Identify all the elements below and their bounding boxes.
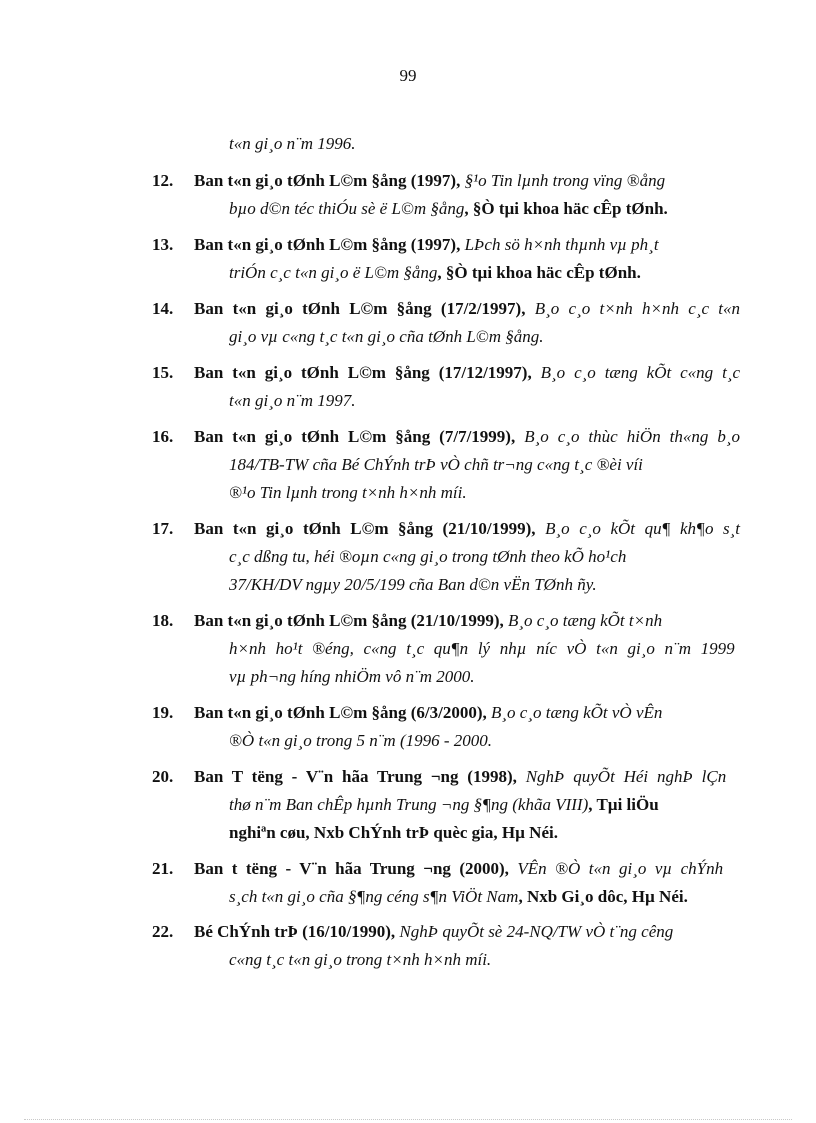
reference-title-text: c¸c dßng tu, héi ®oµn c«ng gi¸o trong tØnh theo kÕ ho¹ch xyxy=(229,547,627,566)
reference-title-text: vµ ph¬ng híng nhiÖm vô n¨m 2000. xyxy=(229,667,475,686)
reference-first-line xyxy=(194,519,740,539)
reference-author-text: Ban t«n gi¸o tØnh L©m §ång (17/2/1997), xyxy=(194,299,535,318)
reference-title-text: NghÞ quyÕt sè 24-NQ/TW vÒ t¨ng cêng xyxy=(399,922,674,941)
reference-title-text: s¸ch t«n gi¸o cña §¶ng céng s¶n ViÖt Nam xyxy=(229,887,519,906)
reference-continuation-line xyxy=(229,199,668,219)
reference-title-text: bµo d©n téc thiÓu sè ë L©m §ång xyxy=(229,199,465,218)
reference-first-line xyxy=(194,611,662,631)
reference-number: 14. xyxy=(152,299,174,318)
reference-continuation-line xyxy=(229,887,688,907)
reference-title-text: triÓn c¸c t«n gi¸o ë L©m §ång xyxy=(229,263,438,282)
reference-continuation-line xyxy=(229,327,544,347)
reference-title-text: c«ng t¸c t«n gi¸o trong t×nh h×nh míi. xyxy=(229,950,492,969)
reference-continuation-line xyxy=(229,950,491,970)
reference-number: 20. xyxy=(152,767,174,786)
reference-continuation-line xyxy=(229,134,356,154)
reference-continuation-line xyxy=(229,547,626,567)
reference-title-text: B¸o c¸o kÕt qu¶ kh¶o s¸t xyxy=(545,519,740,538)
reference-author-text: Ban t«n gi¸o tØnh L©m §ång (6/3/2000), xyxy=(194,703,492,722)
page-number: 99 xyxy=(399,66,417,85)
reference-title-text: NghÞ quyÕt Héi nghÞ lÇn xyxy=(525,767,727,786)
reference-title-text: §¹o Tin lµnh trong vïng ®ång xyxy=(464,171,666,190)
reference-author-text: , Tµi liÖu xyxy=(588,795,659,814)
reference-title-text: LÞch sö h×nh thµnh vµ ph¸t xyxy=(464,235,659,254)
reference-first-line xyxy=(194,363,740,383)
reference-continuation-line xyxy=(229,823,558,843)
reference-title-text: ®¹o Tin lµnh trong t×nh h×nh míi. xyxy=(229,483,467,502)
reference-title-text: gi¸o vµ c«ng t¸c t«n gi¸o cña tØnh L©m §ång. xyxy=(229,327,544,346)
reference-author-text: Ban t«n gi¸o tØnh L©m §ång (1997), xyxy=(194,171,465,190)
reference-title-text: h×nh ho¹t ®éng, c«ng t¸c qu¶n lý nhµ níc vÒ t«n gi¸o n¨m 1999 xyxy=(229,639,735,658)
reference-author-text: Ban t«n gi¸o tØnh L©m §ång (7/7/1999), xyxy=(194,427,525,446)
reference-continuation-line xyxy=(229,639,735,659)
reference-author-text: Bé ChÝnh trÞ (16/10/1990), xyxy=(194,922,400,941)
reference-title-text: B¸o c¸o tæng kÕt vÒ vÊn xyxy=(491,703,663,722)
reference-continuation-line xyxy=(229,731,492,751)
reference-title-text: t«n gi¸o n¨m 1996. xyxy=(229,134,356,153)
reference-author-text: Ban T tëng - V¨n hãa Trung ¬ng (1998), xyxy=(194,767,526,786)
reference-continuation-line xyxy=(229,455,643,475)
reference-author-text: nghiªn cøu, Nxb ChÝnh trÞ quèc gia, Hµ Néi. xyxy=(229,823,558,842)
reference-author-text: , §Ò tµi khoa häc cÊp tØnh. xyxy=(437,263,641,282)
reference-author-text: Ban t«n gi¸o tØnh L©m §ång (1997), xyxy=(194,235,465,254)
reference-number: 16. xyxy=(152,427,174,446)
reference-author-text: Ban t«n gi¸o tØnh L©m §ång (21/10/1999), xyxy=(194,611,509,630)
reference-first-line xyxy=(194,922,673,942)
reference-author-text: , Nxb Gi¸o dôc, Hµ Néi. xyxy=(518,887,688,906)
reference-continuation-line xyxy=(229,391,356,411)
reference-first-line xyxy=(194,171,665,191)
reference-title-text: thø n¨m Ban chÊp hµnh Trung ¬ng §¶ng (khãa VIII) xyxy=(229,795,589,814)
reference-title-text: B¸o c¸o t×nh h×nh c¸c t«n xyxy=(534,299,741,318)
reference-title-text: ®Ò t«n gi¸o trong 5 n¨m (1996 - 2000. xyxy=(229,731,493,750)
reference-number: 22. xyxy=(152,922,174,941)
reference-number: 19. xyxy=(152,703,174,722)
reference-continuation-line xyxy=(229,575,597,595)
reference-first-line xyxy=(194,703,662,723)
reference-continuation-line xyxy=(229,795,659,815)
reference-number: 13. xyxy=(152,235,174,254)
reference-author-text: Ban t«n gi¸o tØnh L©m §ång (21/10/1999), xyxy=(194,519,546,538)
reference-title-text: 37/KH/DV ngµy 20/5/199 cña Ban d©n vËn TØnh ñy. xyxy=(229,575,597,594)
reference-number: 17. xyxy=(152,519,174,538)
reference-title-text: B¸o c¸o tæng kÕt t×nh xyxy=(508,611,663,630)
reference-continuation-line xyxy=(229,667,475,687)
reference-first-line xyxy=(194,235,659,255)
reference-title-text: VÊn ®Ò t«n gi¸o vµ chÝnh xyxy=(517,859,724,878)
reference-title-text: 184/TB-TW cña Bé ChÝnh trÞ vÒ chñ tr¬ng c«ng t¸c ®èi víi xyxy=(229,455,643,474)
reference-number: 12. xyxy=(152,171,174,190)
reference-title-text: B¸o c¸o thùc hiÖn th«ng b¸o xyxy=(524,427,741,446)
reference-author-text: Ban t«n gi¸o tØnh L©m §ång (17/12/1997), xyxy=(194,363,541,382)
reference-title-text: B¸o c¸o tæng kÕt c«ng t¸c xyxy=(540,363,741,382)
page-bottom-rule xyxy=(24,1119,792,1120)
reference-title-text: t«n gi¸o n¨m 1997. xyxy=(229,391,356,410)
reference-continuation-line xyxy=(229,483,467,503)
reference-number: 21. xyxy=(152,859,174,878)
reference-author-text: Ban t tëng - V¨n hãa Trung ¬ng (2000), xyxy=(194,859,518,878)
reference-number: 18. xyxy=(152,611,174,630)
reference-continuation-line xyxy=(229,263,641,283)
reference-first-line xyxy=(194,299,740,319)
reference-first-line xyxy=(194,767,726,787)
reference-first-line xyxy=(194,427,740,447)
reference-number: 15. xyxy=(152,363,174,382)
reference-first-line xyxy=(194,859,723,879)
reference-author-text: , §Ò tµi khoa häc cÊp tØnh. xyxy=(464,199,668,218)
